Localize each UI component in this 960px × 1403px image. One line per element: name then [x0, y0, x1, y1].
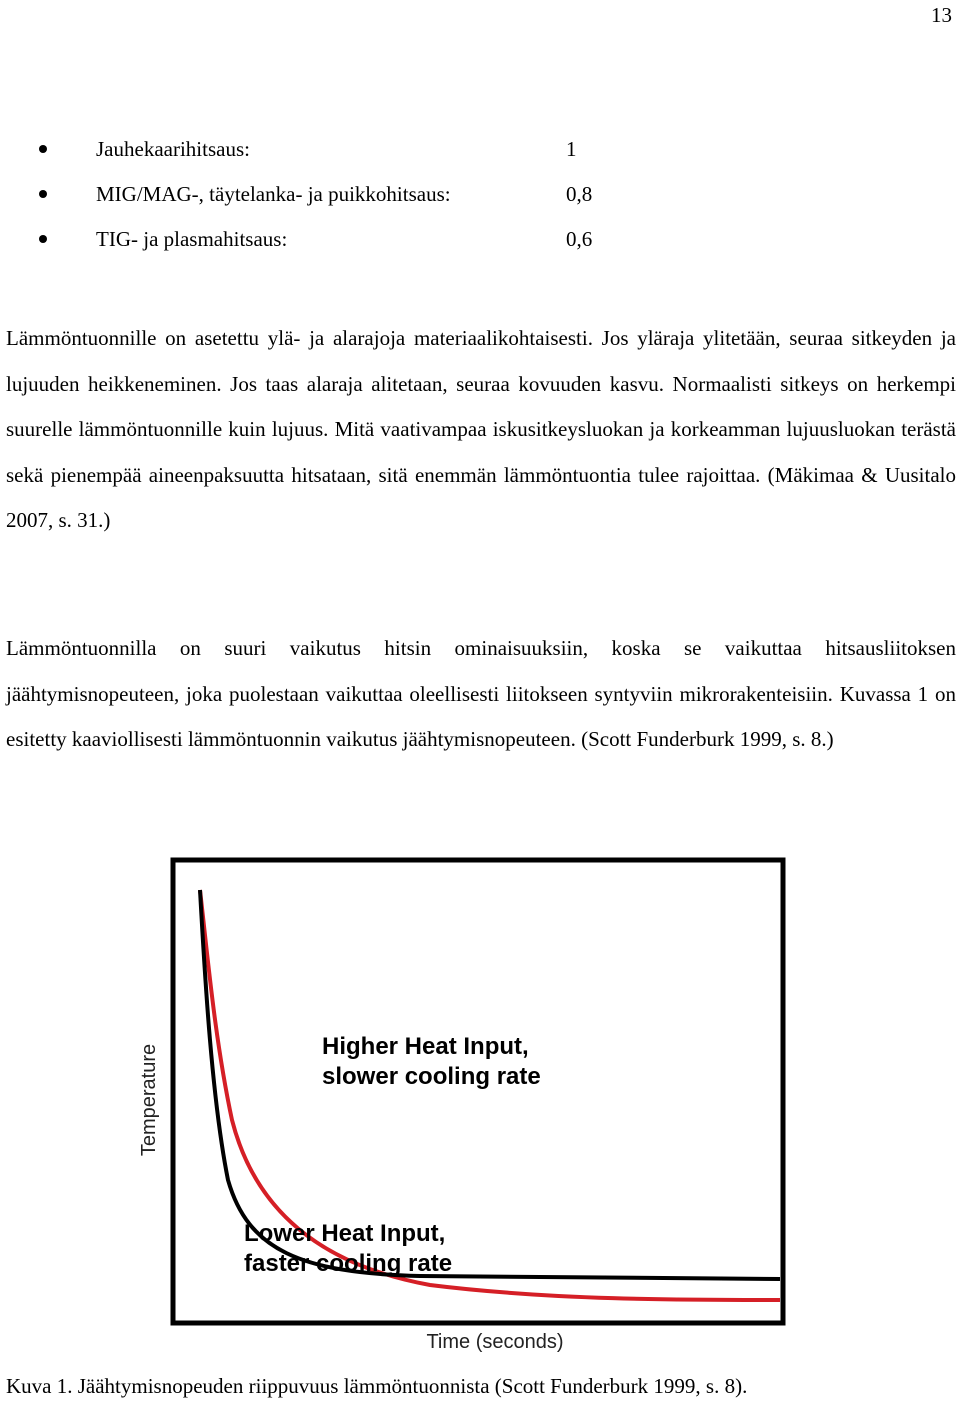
bullet-value: 1: [566, 137, 577, 161]
bullet-value: 0,8: [566, 182, 593, 206]
bullet-icon: [39, 235, 47, 243]
figure-caption: Kuva 1. Jäähtymisnopeuden riippuvuus lämmöntuonnista (Scott Funderburk 1999, s. 8).: [6, 1374, 748, 1398]
series-label-higher-line-1: Higher Heat Input,: [322, 1033, 529, 1060]
bullet-icon: [39, 145, 47, 153]
y-axis-label: Temperature: [138, 1043, 160, 1157]
list-item: [0, 136, 700, 181]
paragraph: Lämmöntuonnilla on suuri vaikutus hitsin ominaisuuksiin, koska se vaikuttaa hitsausliitoksen jäähtymisnopeuteen, joka puolestaan vaikuttaa oleellisesti liitokseen syntyviin mikrorakenteisiin. Kuvassa 1 on esitetty kaaviollisesti lämmöntuonnin vaikutus jäähtymisnopeuteen. (Scott Funderburk 1999, s. 8.): [6, 636, 956, 751]
cooling-rate-chart: [0, 810, 960, 1370]
bullet-label: TIG- ja plasmahitsaus:: [96, 227, 288, 251]
series-label-lower-line-2: faster cooling rate: [244, 1250, 453, 1277]
bullet-label: Jauhekaarihitsaus:: [96, 137, 250, 161]
list-item: [0, 226, 700, 271]
bullet-label: MIG/MAG-, täytelanka- ja puikkohitsaus:: [96, 182, 451, 206]
page-number: 13: [931, 3, 952, 27]
series-label-higher-line-2: slower cooling rate: [322, 1063, 541, 1090]
bullet-list: [0, 136, 700, 271]
x-axis-label: Time (seconds): [426, 1331, 564, 1353]
bullet-value: 0,6: [566, 227, 593, 251]
paragraph: Lämmöntuonnille on asetettu ylä- ja alarajoja materiaalikohtaisesti. Jos yläraja ylitetään, seuraa sitkeyden ja lujuuden heikkeneminen. Jos taas alaraja alitetaan, seuraa kovuuden kasvu. Normaalisti sitkeys on herkempi suurelle lämmöntuonnille kuin lujuus. Mitä vaativampaa iskusitkeysluokan ja korkeamman lujuusluokan terästä sekä pienempää aineenpaksuutta hitsataan, sitä enemmän lämmöntuontia tulee rajoittaa. (Mäkimaa & Uusitalo 2007, s. 31.): [6, 326, 956, 532]
bullet-icon: [39, 190, 47, 198]
cooling-rate-figure: [0, 810, 960, 1370]
series-label-lower-line-1: Lower Heat Input,: [244, 1220, 446, 1247]
list-item: [0, 181, 700, 226]
